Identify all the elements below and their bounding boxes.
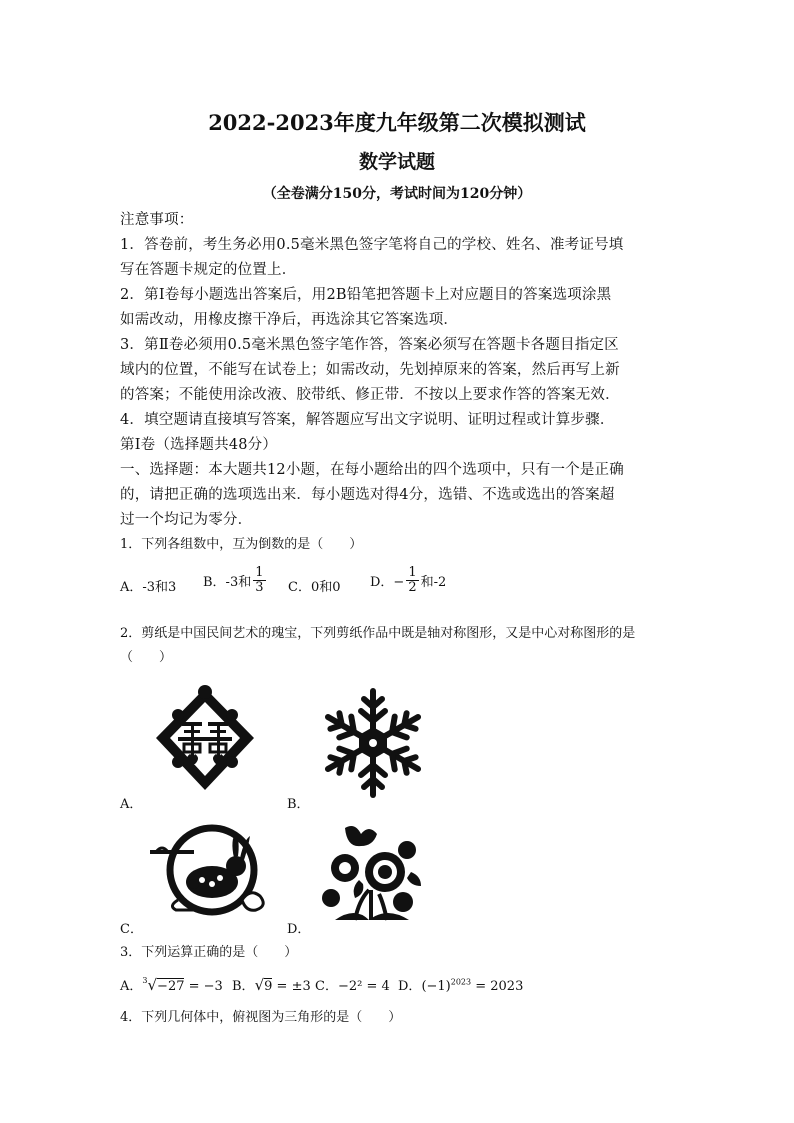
section1-intro-3: 过一个均记为零分． (120, 512, 253, 528)
q3-stem: 3．下列运算正确的是（ ） (120, 945, 298, 960)
q2-label-b: B． (287, 797, 310, 812)
section1-title: 第Ⅰ卷（选择题共48分） (120, 437, 278, 453)
notes-line-8: 4．填空题请直接填写答案，解答题应写出文字说明、证明过程或计算步骤． (120, 412, 615, 428)
flower-butterfly-papercut-icon (315, 820, 427, 928)
q2-label-d: D． (287, 922, 311, 937)
section1-intro-2: 的，请把正确的选项选出来．每小题选对得4分，选错、不选或选出的答案超 (120, 487, 615, 503)
exam-note: （全卷满分150分，考试时间为120分钟） (262, 186, 532, 202)
notes-line-7: 的答案；不能使用涂改液、胶带纸、修正带．不按以上要求作答的答案无效． (120, 387, 620, 403)
section1-intro-1: 一、选择题：本大题共12小题，在每小题给出的四个选项中，只有一个是正确 (120, 462, 624, 478)
q3-option-d: D．$(-1)^{2023} = 2023$ (398, 977, 524, 994)
rabbit-papercut-icon (150, 822, 270, 917)
q2-label-c: C． (120, 922, 143, 937)
notes-line-3: 2．第Ⅰ卷每小题选出答案后，用2B铅笔把答题卡上对应题目的答案选项涂黑 (120, 287, 612, 303)
q1-option-d: D．− $\frac{1}{2}$ 和-2 (370, 565, 447, 595)
q2-stem: 2．剪纸是中国民间艺术的瑰宝，下列剪纸作品中既是轴对称图形，又是中心对称图形的是 (120, 626, 636, 641)
notes-line-5: 3．第Ⅱ卷必须用0.5毫米黑色签字笔作答，答案必须写在答题卡各题目指定区 (120, 337, 619, 353)
q2-stem-cont: （ ） (120, 650, 173, 665)
notes-line-2: 写在答题卡规定的位置上． (120, 262, 297, 278)
notes-heading: 注意事项： (120, 212, 194, 228)
notes-line-1: 1．答卷前，考生务必用0.5毫米黑色签字笔将自己的学校、姓名、准考证号填 (120, 237, 624, 253)
snowflake-papercut-icon (318, 684, 428, 802)
double-happiness-papercut-icon (150, 680, 260, 795)
q1-option-a: A．-3和3 (120, 580, 177, 595)
q3-option-a: A．$^3$√−27 = −3 (120, 975, 223, 994)
q3-option-c: C．−2² = 4 (315, 979, 390, 994)
q1-option-c: C．0和0 (288, 580, 341, 595)
notes-line-4: 如需改动，用橡皮擦干净后，再选涂其它答案选项． (120, 312, 459, 328)
q4-stem: 4．下列几何体中，俯视图为三角形的是（ ） (120, 1010, 402, 1025)
exam-title: 2022-2023年度九年级第二次模拟测试 (208, 110, 586, 135)
q1-stem: 1．下列各组数中，互为倒数的是（ ） (120, 537, 363, 552)
subject-title: 数学试题 (358, 151, 435, 173)
notes-line-6: 域内的位置，不能写在试卷上；如需改动，先划掉原来的答案，然后再写上新 (120, 362, 620, 378)
q2-label-a: A． (120, 797, 143, 812)
q3-option-b: B．√9 = ±3 (232, 976, 311, 994)
q1-option-b: B．-3和 $\frac{1}{3}$ (203, 565, 264, 595)
